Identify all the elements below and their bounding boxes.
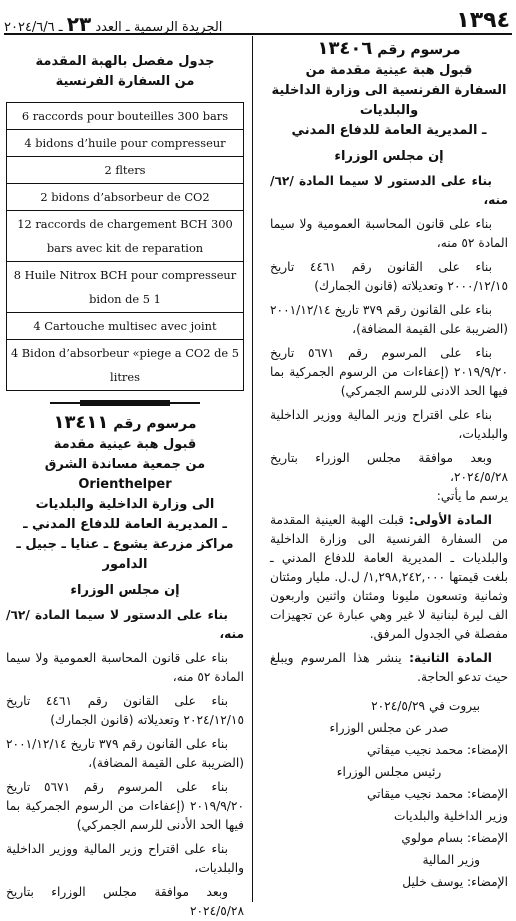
- issue-number: ٢٣: [66, 12, 92, 36]
- table-title: جدول مفصل بالهبة المقدمة: [35, 54, 215, 69]
- decree-2-subtitle: من جمعية مساندة الشرق Orienthelper: [44, 457, 206, 492]
- paragraph: بناء على القانون رقم ٤٤٦١ تاريخ ٢٠٠٠/١٢/١٥ وتعديلاته (قانون الجمارك): [270, 260, 508, 293]
- page-number: ١٣٩٤: [456, 8, 510, 33]
- decree-subtitle-2: السفارة الفرنسية الى وزارة الداخلية والبلديات: [271, 83, 507, 118]
- council-heading: إن مجلس الوزراء: [334, 149, 444, 164]
- signature-line: رئيس مجلس الوزراء: [336, 765, 442, 779]
- section-divider-ornament: [50, 398, 200, 408]
- signature-line: الإمضاء: بسام مولوي: [401, 831, 508, 845]
- table-cell: 12 raccords de chargement BCH 300 bars avec kit de reparation: [7, 211, 244, 262]
- left-column: [6, 38, 244, 921]
- paragraph: بناء على القانون رقم ٤٤٦١ تاريخ ٢٠٢٤/١٢/١٥ وتعديلاته (قانون الجمارك): [6, 694, 244, 727]
- paragraph: بناء على قانون المحاسبة العمومية ولا سيما المادة ٥٢ منه،: [270, 217, 508, 250]
- decree-subtitle-1: قبول هبة عينية مقدمة من: [305, 63, 473, 78]
- constitution-clause: بناء على الدستور لا سيما المادة /٦٢/ منه،: [270, 174, 508, 207]
- article-1: [270, 511, 508, 644]
- article-2: [270, 649, 508, 687]
- table-row: [7, 211, 244, 262]
- page-header: [0, 0, 516, 34]
- paragraph: بناء على القانون رقم ٣٧٩ تاريخ ٢٠٠١/١٢/١٤ (الضريبة على القيمة المضافة)،: [270, 303, 508, 336]
- signature-line: الإمضاء: يوسف خليل: [402, 875, 508, 889]
- decree-2-subtitle: ـ المديرية العامة للدفاع المدني ـ: [23, 517, 227, 532]
- article-2-text: ينشر هذا المرسوم ويبلغ حيث تدعو الحاجة.: [270, 651, 508, 684]
- decree-title: مرسوم رقم ١٣٤٠٦: [317, 38, 461, 59]
- table-cell: 4 Cartouche multisec avec joint: [7, 313, 244, 340]
- table-row: [7, 262, 244, 313]
- table-row: [7, 184, 244, 211]
- paragraph: بناء على قانون المحاسبة العمومية ولا سيما المادة ٥٢ منه،: [6, 651, 244, 684]
- decree-2-subtitle: الى وزارة الداخلية والبلديات: [35, 497, 215, 512]
- signature-line: وزير الداخلية والبلديات: [394, 809, 508, 823]
- table-cell: 2 flters: [7, 157, 244, 184]
- donation-table: [6, 102, 244, 391]
- table-cell: 4 Bidon d’absorbeur «piege a CO2 de 5 litres: [7, 340, 244, 391]
- table-subtitle: من السفارة الفرنسية: [55, 74, 195, 89]
- paragraph: وبعد موافقة مجلس الوزراء بتاريخ ٢٠٢٤/٥/٢٨،: [270, 451, 508, 484]
- article-2-label: المادة الثانية:: [409, 651, 492, 665]
- signature-line: الإمضاء: محمد نجيب ميقاتي: [367, 743, 508, 757]
- paragraph: بناء على المرسوم رقم ٥٦٧١ تاريخ ٢٠١٩/٩/٢٠ (إعفاءات من الرسوم الجمركية بما فيها الحد الأدنى للرسم الجمركي): [6, 780, 244, 832]
- table-row: [7, 130, 244, 157]
- council-heading: إن مجلس الوزراء: [70, 583, 180, 598]
- paragraph: بناء على المرسوم رقم ٥٦٧١ تاريخ ٢٠١٩/٩/٢٠ (إعفاءات من الرسوم الجمركية بما فيها الحد الادنى للرسم الجمركي): [270, 346, 508, 398]
- article-1-text: قبلت الهبة العينية المقدمة من السفارة الفرنسية الى وزارة الداخلية والبلديات ـ المديرية العامة للدفاع المدني ـ بلغت قيمتها ١,٢٩٨,٢٤٢,٠٠٠/ ل.ل. مليار ومئتان وثمانية وتسعون مليونا ومئتان واثنين واربعون الف ليرة لبنانية لا غير وهي عبارة عن تجهيزات مفصلة في الجدول المرفق.: [270, 513, 508, 641]
- decree-2-number: ١٣٤١١: [53, 412, 109, 433]
- paragraph: بناء على اقتراح وزير المالية ووزير الداخلية والبلديات،: [270, 408, 508, 441]
- column-divider: [252, 36, 253, 902]
- paragraph: بناء على اقتراح وزير المالية ووزير الداخلية والبلديات،: [6, 842, 244, 875]
- table-cell: 4 bidons d’huile pour compresseur: [7, 130, 244, 157]
- table-row: [7, 313, 244, 340]
- issue-date: ـ ٢٠٢٤/٦/٦: [4, 20, 63, 35]
- table-cell: 2 bidons d’absorbeur de CO2: [7, 184, 244, 211]
- signature-line: صدر عن مجلس الوزراء: [329, 721, 449, 735]
- paragraph: بناء على القانون رقم ٣٧٩ تاريخ ٢٠٠١/١٢/١٤ (الضريبة على القيمة المضافة)،: [6, 737, 244, 770]
- decree-number: ١٣٤٠٦: [317, 38, 373, 59]
- signature-line: الإمضاء: محمد نجيب ميقاتي: [367, 787, 508, 801]
- paragraph: وبعد موافقة مجلس الوزراء بتاريخ ٢٠٢٤/٥/٢٨: [6, 885, 244, 918]
- place-date: بيروت في ٢٠٢٤/٥/٢٩: [371, 699, 480, 713]
- table-cell: 8 Huile Nitrox BCH pour compresseur bidon de 5 1: [7, 262, 244, 313]
- signature-line: وزير المالية: [422, 853, 480, 867]
- decree-2-subtitle: قبول هبة عينية مقدمة: [53, 437, 197, 452]
- header-rule: [4, 33, 512, 35]
- decrees-line: يرسم ما يأتي:: [436, 489, 508, 503]
- article-1-label: المادة الأولى:: [409, 513, 492, 527]
- table-cell: 6 raccords pour bouteilles 300 bars: [7, 103, 244, 130]
- table-row: [7, 340, 244, 391]
- decree-subtitle-3: ـ المديرية العامة للدفاع المدني: [291, 123, 487, 138]
- gazette-name: الجريدة الرسمية ـ العدد: [95, 20, 223, 35]
- table-row: [7, 103, 244, 130]
- decree-2-subtitle: مراكز مزرعة يشوع ـ عنايا ـ جبيل ـ الدامور: [16, 537, 234, 572]
- constitution-clause: بناء على الدستور لا سيما المادة /٦٢/ منه،: [6, 608, 244, 641]
- decree-2-title: مرسوم رقم ١٣٤١١: [53, 412, 197, 433]
- right-column: [270, 38, 508, 893]
- table-row: [7, 157, 244, 184]
